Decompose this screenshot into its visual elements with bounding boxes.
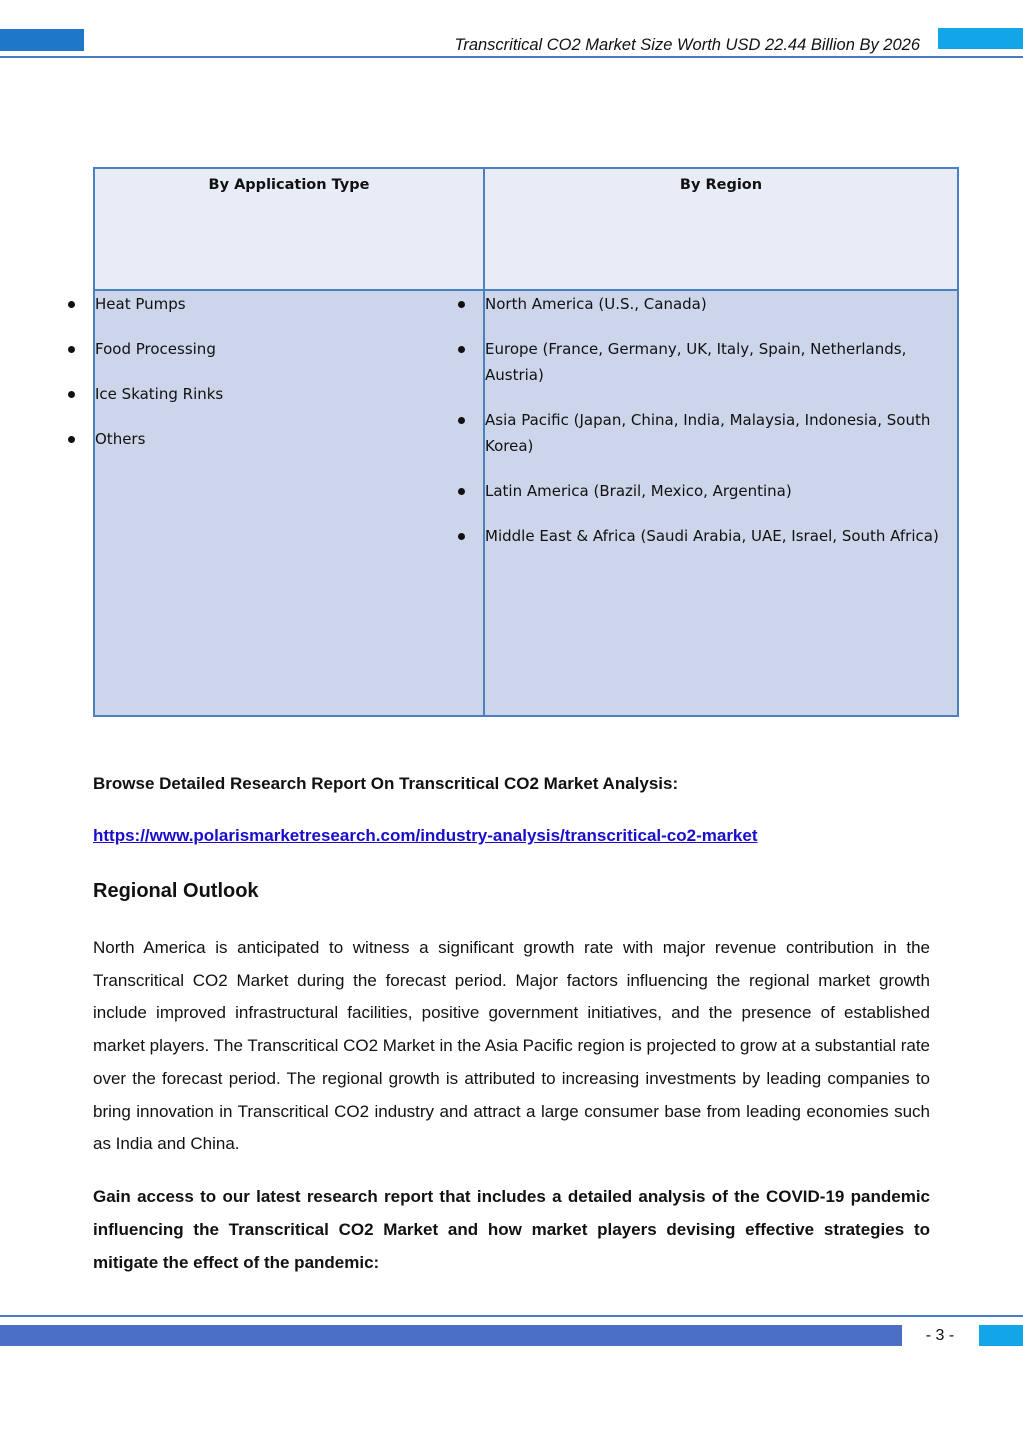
regional-outlook-paragraph: North America is anticipated to witness a significant growth rate with major revenue contribution in the Transcritical CO2 Market during the forecast period. Major factors influencing the regional market growth include improved infrastructural facilities, positive government initiatives, and the presence of established market players. The Transcritical CO2 Market in the Asia Pacific region is projected to grow at a substantial rate over the forecast period. The regional growth is attributed to increasing investments by leading companies to bring innovation in Transcritical CO2 industry and attract a large consumer base from leading economies such as India and China. [93, 938, 930, 1154]
table-row [94, 290, 958, 716]
header-accent-right [938, 28, 1023, 49]
header-title: Transcritical CO2 Market Size Worth USD 22.44 Billion By 2026 [454, 36, 920, 54]
list-item-label: Food Processing [95, 340, 216, 358]
footer-bar [0, 1325, 902, 1346]
bullet-icon [68, 346, 75, 353]
bullet-icon [68, 301, 75, 308]
list-item-label: Heat Pumps [95, 295, 186, 313]
bullet-icon [68, 436, 75, 443]
bullet-icon [458, 417, 465, 424]
list-item [485, 478, 957, 504]
bullet-icon [458, 301, 465, 308]
report-link[interactable]: https://www.polarismarketresearch.com/industry-analysis/transcritical-co2-market [93, 826, 758, 845]
list-item [485, 523, 957, 549]
list-item-label: North America (U.S., Canada) [485, 295, 707, 313]
list-item [95, 336, 483, 362]
list-item [485, 407, 957, 459]
list-item [95, 291, 483, 317]
covid-access-callout: Gain access to our latest research report that includes a detailed analysis of the COVID-19 pandemic influencing the Transcritical CO2 Market and how market players devising effective strategies to mitigate the effect of the pandemic: [93, 1187, 930, 1272]
section-title-regional-outlook: Regional Outlook [93, 880, 259, 902]
list-item-label: Asia Pacific (Japan, China, India, Malaysia, Indonesia, South Korea) [485, 411, 931, 455]
header-application-type: By Application Type [94, 168, 484, 290]
bullet-icon [68, 391, 75, 398]
list-item-label: Latin America (Brazil, Mexico, Argentina) [485, 482, 792, 500]
browse-report-heading: Browse Detailed Research Report On Transcritical CO2 Market Analysis: [93, 774, 679, 793]
application-type-list [95, 291, 483, 452]
list-item-label: Others [95, 430, 146, 448]
list-item [485, 291, 957, 317]
list-item-label: Europe (France, Germany, UK, Italy, Spain, Netherlands, Austria) [485, 340, 907, 384]
segmentation-table [93, 167, 959, 717]
header-region: By Region [484, 168, 958, 290]
header-rule [0, 56, 1023, 58]
footer-accent-right [979, 1325, 1023, 1346]
list-item [95, 426, 483, 452]
bullet-icon [458, 488, 465, 495]
region-cell [484, 290, 958, 716]
list-item-label: Middle East & Africa (Saudi Arabia, UAE, Israel, South Africa) [485, 527, 939, 545]
list-item [485, 336, 957, 388]
footer-rule [0, 1315, 1023, 1317]
list-item [95, 381, 483, 407]
list-item-label: Ice Skating Rinks [95, 385, 224, 403]
header-accent-left [0, 29, 84, 51]
region-list [485, 291, 957, 549]
page-number: - 3 - [925, 1327, 955, 1344]
bullet-icon [458, 346, 465, 353]
table-header-row [94, 168, 958, 290]
application-type-cell [94, 290, 484, 716]
bullet-icon [458, 533, 465, 540]
